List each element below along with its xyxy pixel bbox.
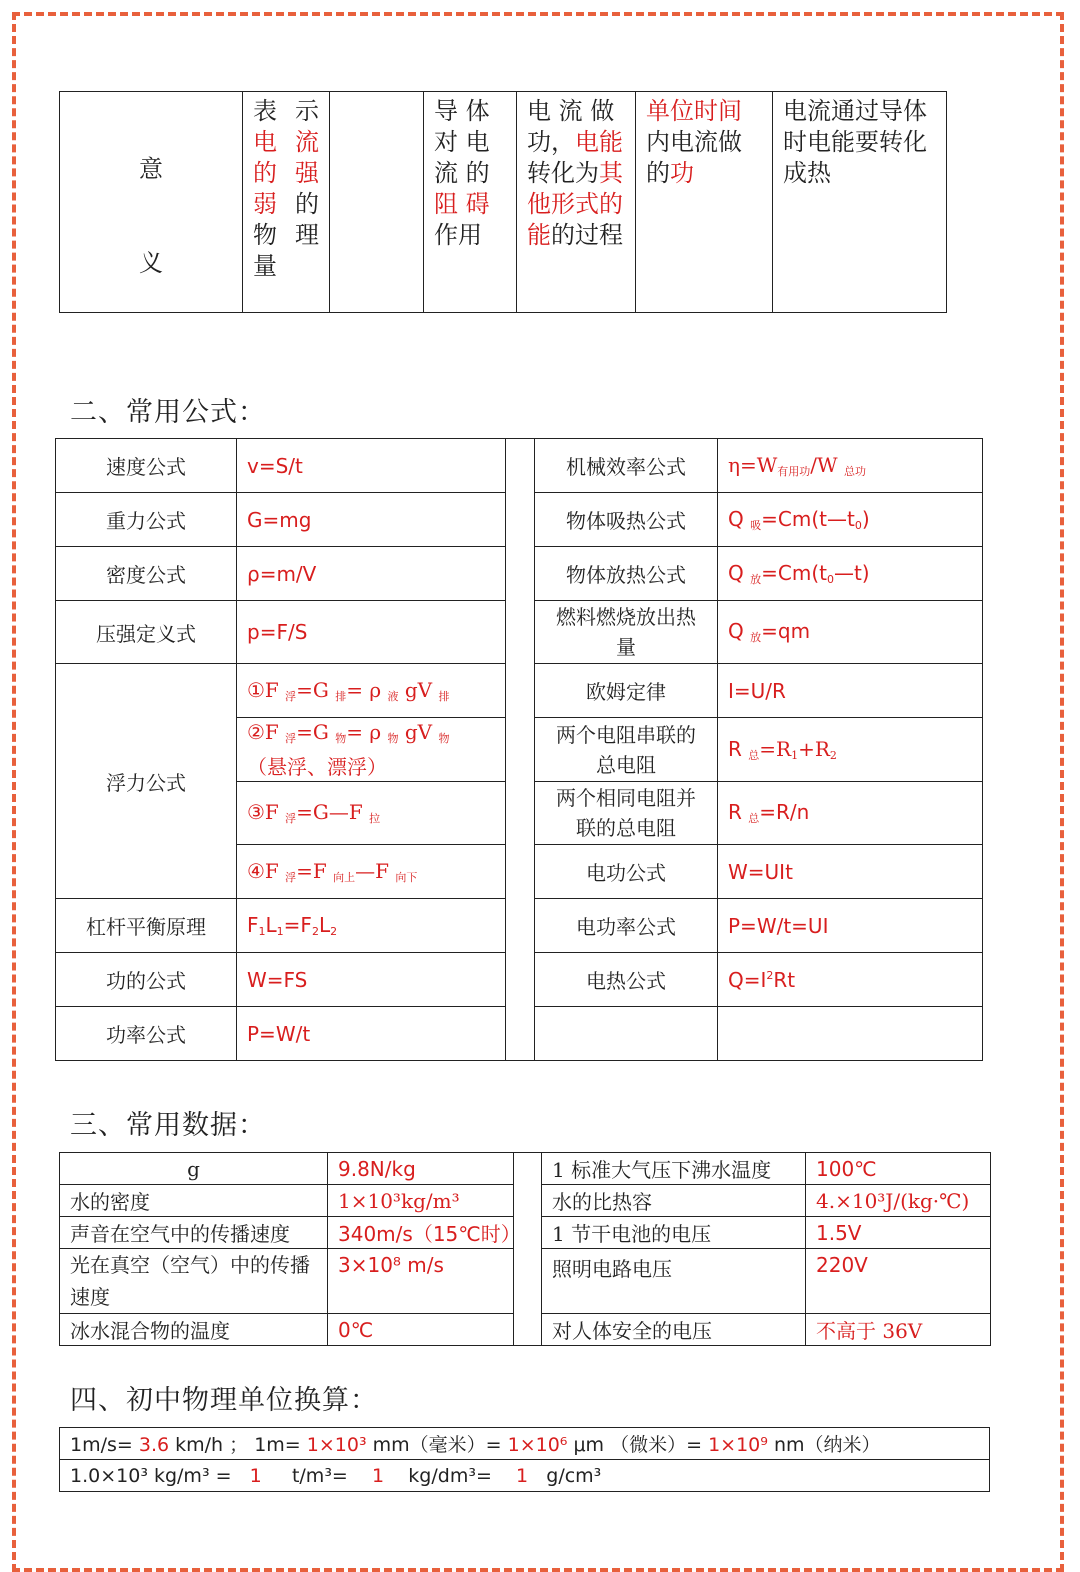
data-label: 声音在空气中的传播速度: [60, 1217, 328, 1249]
data-label: 冰水混合物的温度: [60, 1314, 328, 1346]
meaning-heat: [773, 92, 947, 313]
meaning-resistance: [424, 92, 517, 313]
formula-label: 杠杆平衡原理: [56, 899, 237, 953]
formula-label: 电热公式: [535, 953, 718, 1007]
formula-label: 物体吸热公式: [535, 493, 718, 547]
formula-value: Q $_放=Cm(t_0—t)$: [718, 547, 983, 601]
meaning-power: [636, 92, 773, 313]
data-value: 9.8N/kg: [328, 1153, 514, 1185]
formula-value: I=U/R: [718, 664, 983, 718]
meaning-text: 导 体 对 电 流 的: [434, 97, 490, 187]
meaning-text: 电流通过导体时电能要转化成热: [783, 97, 927, 187]
formula-value: Q $_放$=qm: [718, 601, 983, 664]
formula-value: $Q=I^2Rt$: [718, 953, 983, 1007]
formula-value: v=S/t: [237, 439, 506, 493]
formula-table: [55, 438, 983, 1061]
data-label: 水的比热容: [542, 1185, 806, 1217]
data-value: 3×10⁸ m/s: [328, 1249, 514, 1314]
data-value: 1×10³kg/m³: [328, 1185, 514, 1217]
meaning-text: 转化为: [527, 159, 599, 187]
common-data-table: [59, 1152, 991, 1346]
conversion-row-1: 1m/s= 3.6 km/h ； 1m= 1×10³ mm（毫米）= 1×10⁶ μm （微米）= 1×10⁹ nm（纳米）: [60, 1428, 990, 1460]
highlight-text: 其他形式的能: [527, 159, 623, 249]
meaning-current: [243, 92, 330, 313]
formula-label: 功率公式: [56, 1007, 237, 1061]
formula-label: 电功率公式: [535, 899, 718, 953]
data-value: 100℃: [806, 1153, 991, 1185]
formula-label: 功的公式: [56, 953, 237, 1007]
meaning-text: 表 示: [253, 97, 319, 125]
formula-value: R $_总=R_1+R_2$: [718, 718, 983, 782]
formula-value: W=UIt: [718, 845, 983, 899]
formula-label: 重力公式: [56, 493, 237, 547]
formula-value: W=FS: [237, 953, 506, 1007]
data-value: 0℃: [328, 1314, 514, 1346]
formula-label: 电功公式: [535, 845, 718, 899]
data-label: g: [60, 1153, 328, 1185]
buoyancy-formula-3: ③F $_浮$=G—F $_拉$: [237, 782, 506, 845]
data-value: 4.×10³J/(kg·℃): [806, 1185, 991, 1217]
buoyancy-formula-1: ①F $_浮$=G $_排$= ρ $_液$ gV $_排$: [237, 664, 506, 718]
formula-value: P=W/t: [237, 1007, 506, 1061]
formula-value: P=W/t=UI: [718, 899, 983, 953]
formula-value: $\eta=W_{有用功}/W$ $_{总功}$: [718, 439, 983, 493]
formula-value: ρ=m/V: [237, 547, 506, 601]
highlight-text: 功: [670, 159, 694, 187]
formula-label: 机械效率公式: [535, 439, 718, 493]
formula-value: Q $_吸=Cm(t—t_0)$: [718, 493, 983, 547]
formula-label-buoyancy: 浮力公式: [56, 664, 237, 899]
data-label: 水的密度: [60, 1185, 328, 1217]
meaning-text: 内电流做的: [646, 128, 742, 187]
table-gap: [514, 1153, 542, 1346]
data-label: 1 标准大气压下沸水温度: [542, 1153, 806, 1185]
meaning-table: [59, 91, 947, 313]
formula-value: p=F/S: [237, 601, 506, 664]
data-value: 1.5V: [806, 1217, 991, 1249]
buoyancy-formula-2: ②F $_浮$=G $_物$= ρ $_物$ gV $_物$ （悬浮、漂浮）: [237, 718, 506, 782]
formula-value: G=mg: [237, 493, 506, 547]
meaning-work: [517, 92, 636, 313]
unit-conversion-table: [59, 1427, 990, 1492]
formula-label: 压强定义式: [56, 601, 237, 664]
formula-label: 速度公式: [56, 439, 237, 493]
formula-label: 两个相同电阻并联的总电阻: [535, 782, 718, 845]
data-label: 光在真空（空气）中的传播速度: [60, 1249, 328, 1314]
formula-label: 燃料燃烧放出热量: [535, 601, 718, 664]
highlight-text: 阻 碍: [434, 190, 490, 218]
data-value: 340m/s（15℃时）: [328, 1217, 514, 1249]
formula-label: 欧姆定律: [535, 664, 718, 718]
section-title-data: 三、常用数据：: [70, 1110, 266, 1141]
meaning-text: 作用: [434, 221, 482, 249]
formula-label: 物体放热公式: [535, 547, 718, 601]
data-label: 1 节干电池的电压: [542, 1217, 806, 1249]
buoyancy-formula-4: ④F $_浮$=F $_{向上}$—F $_{向下}$: [237, 845, 506, 899]
meaning-empty: [330, 92, 424, 313]
data-value: 220V: [806, 1249, 991, 1314]
section-title-formulas: 二、常用公式：: [70, 397, 266, 428]
table-gap: [506, 439, 535, 1061]
data-label: 对人体安全的电压: [542, 1314, 806, 1346]
highlight-text: 电 流 的 强 弱: [253, 128, 319, 218]
section-title-conversion: 四、初中物理单位换算：: [70, 1385, 378, 1416]
conversion-row-2: 1.0×10³ kg/m³ = 1 t/m³= 1 kg/dm³= 1 g/cm³: [60, 1460, 990, 1492]
empty-cell: [718, 1007, 983, 1061]
highlight-text: 单位时间: [646, 97, 742, 125]
meaning-text: 的 物 理 量: [253, 190, 319, 280]
data-value: 不高于 36V: [806, 1314, 991, 1346]
data-label: 照明电路电压: [542, 1249, 806, 1314]
formula-label: 两个电阻串联的总电阻: [535, 718, 718, 782]
formula-label: 密度公式: [56, 547, 237, 601]
meaning-text: 电 流 做 功，: [527, 97, 615, 156]
highlight-text: 电能: [575, 128, 623, 156]
formula-value: $F_1L_1=F_2L_2$: [237, 899, 506, 953]
meaning-label: 意 义: [60, 92, 243, 313]
meaning-text: 的过程: [551, 221, 623, 249]
empty-cell: [535, 1007, 718, 1061]
formula-value: R $_总$=R/n: [718, 782, 983, 845]
